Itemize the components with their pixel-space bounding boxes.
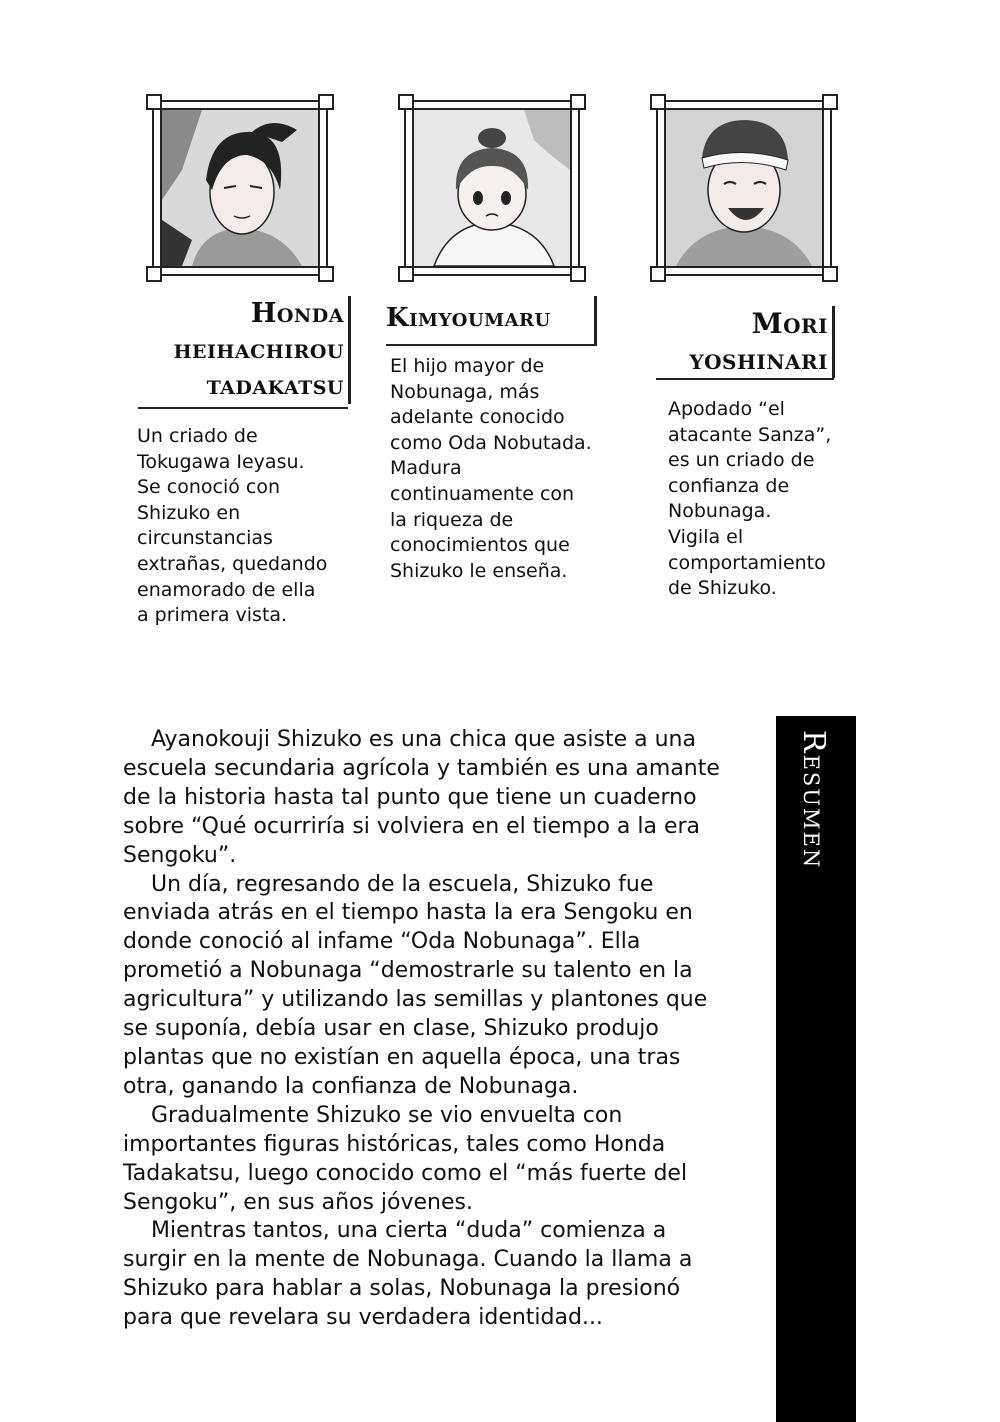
summary-line: plantas que no existían en aquella época, una tras: [123, 1044, 681, 1070]
character-name-mori: [648, 306, 835, 378]
name-underline: [138, 407, 348, 409]
summary-line: se suponía, debía usar en clase, Shizuko produjo: [123, 1016, 659, 1042]
name-line: tadakatsu: [206, 370, 344, 401]
description-line: Nobunaga.: [668, 500, 772, 523]
description-line: enamorado de ella: [137, 578, 316, 601]
name-underline: [656, 378, 834, 380]
description-line: Shizuko en: [137, 501, 241, 524]
description-line: es un criado de: [668, 449, 815, 472]
description-line: Apodado “el: [668, 398, 785, 420]
description-line: a primera vista.: [137, 604, 288, 627]
description-line: Madura: [390, 457, 462, 480]
description-line: atacante Sanza”,: [668, 423, 832, 446]
portrait-kimyoumaru: [404, 100, 580, 276]
summary-line: Sengoku”.: [123, 842, 237, 868]
description-line: comportamiento: [668, 551, 826, 574]
summary-line: Un día, regresando de la escuela, Shizuko fue: [123, 871, 654, 897]
name-line: heihachirou: [173, 334, 344, 365]
description-line: confianza de: [668, 474, 790, 497]
summary-line: prometió a Nobunaga “demostrarle su talento en la: [123, 958, 693, 984]
description-line: continuamente con: [390, 482, 575, 505]
character-name-honda: [118, 296, 351, 404]
summary-line: agricultura” y utilizando las semillas y plantones que: [123, 987, 708, 1013]
description-line: Tokugawa Ieyasu.: [137, 450, 305, 473]
summary-line: Ayanokouji Shizuko es una chica que asiste a una: [123, 727, 696, 752]
character-description-honda: [137, 424, 327, 629]
summary-line: Shizuko para hablar a solas, Nobunaga la presionó: [123, 1276, 681, 1302]
summary-line: enviada atrás en el tiempo hasta la era Sengoku en: [123, 900, 693, 926]
description-line: adelante conocido: [390, 406, 565, 429]
description-line: extrañas, quedando: [137, 552, 328, 575]
character-description-kimyoumaru: [390, 354, 592, 584]
character-description-mori: [668, 397, 831, 602]
summary-line: Tadakatsu, luego conocido como el “más fuerte del: [123, 1160, 688, 1186]
description-line: Vigila el: [668, 525, 744, 548]
summary-banner: [776, 716, 856, 1422]
description-line: Se conoció con: [137, 476, 281, 499]
summary-line: donde conoció al infame “Oda Nobunaga”. Ella: [123, 929, 641, 955]
honda-portrait-illustration: [162, 110, 318, 266]
summary-line: surgir en la mente de Nobunaga. Cuando la llama a: [123, 1247, 693, 1273]
description-line: Shizuko le enseña.: [390, 559, 568, 582]
description-line: Un criado de: [137, 425, 258, 447]
portrait-mori: [656, 100, 832, 276]
description-line: la riqueza de: [390, 508, 514, 531]
name-line: Kimyoumaru: [386, 303, 551, 333]
summary-line: Mientras tantos, una cierta “duda” comienza a: [123, 1218, 667, 1244]
character-name-kimyoumaru: [386, 296, 597, 346]
summary-line: escuela secundaria agrícola y también es una amante: [123, 755, 720, 781]
summary-banner-label: Resumen: [796, 730, 831, 870]
name-line: Honda: [250, 298, 344, 329]
summary-line: Gradualmente Shizuko se vio envuelta con: [123, 1102, 623, 1128]
description-line: de Shizuko.: [668, 577, 777, 600]
description-line: Nobunaga, más: [390, 380, 540, 403]
description-line: como Oda Nobutada.: [390, 431, 592, 454]
summary-line: Sengoku”, en sus años jóvenes.: [123, 1189, 473, 1215]
mori-portrait-illustration: [666, 110, 822, 266]
summary-line: para que revelara su verdadera identidad...: [123, 1305, 603, 1331]
name-line: yoshinari: [689, 343, 828, 376]
summary-text: [123, 726, 720, 1333]
portrait-honda: [152, 100, 328, 276]
summary-line: de la historia hasta tal punto que tiene un cuaderno: [123, 784, 697, 810]
description-line: El hijo mayor de: [390, 355, 545, 377]
description-line: conocimientos que: [390, 534, 570, 557]
description-line: circunstancias: [137, 527, 273, 550]
kimyoumaru-portrait-illustration: [414, 110, 570, 266]
summary-line: otra, ganando la confianza de Nobunaga.: [123, 1073, 579, 1099]
summary-line: sobre “Qué ocurriría si volviera en el tiempo a la era: [123, 813, 701, 839]
name-line: Mori: [751, 307, 828, 340]
summary-line: importantes figuras históricas, tales como Honda: [123, 1131, 666, 1157]
